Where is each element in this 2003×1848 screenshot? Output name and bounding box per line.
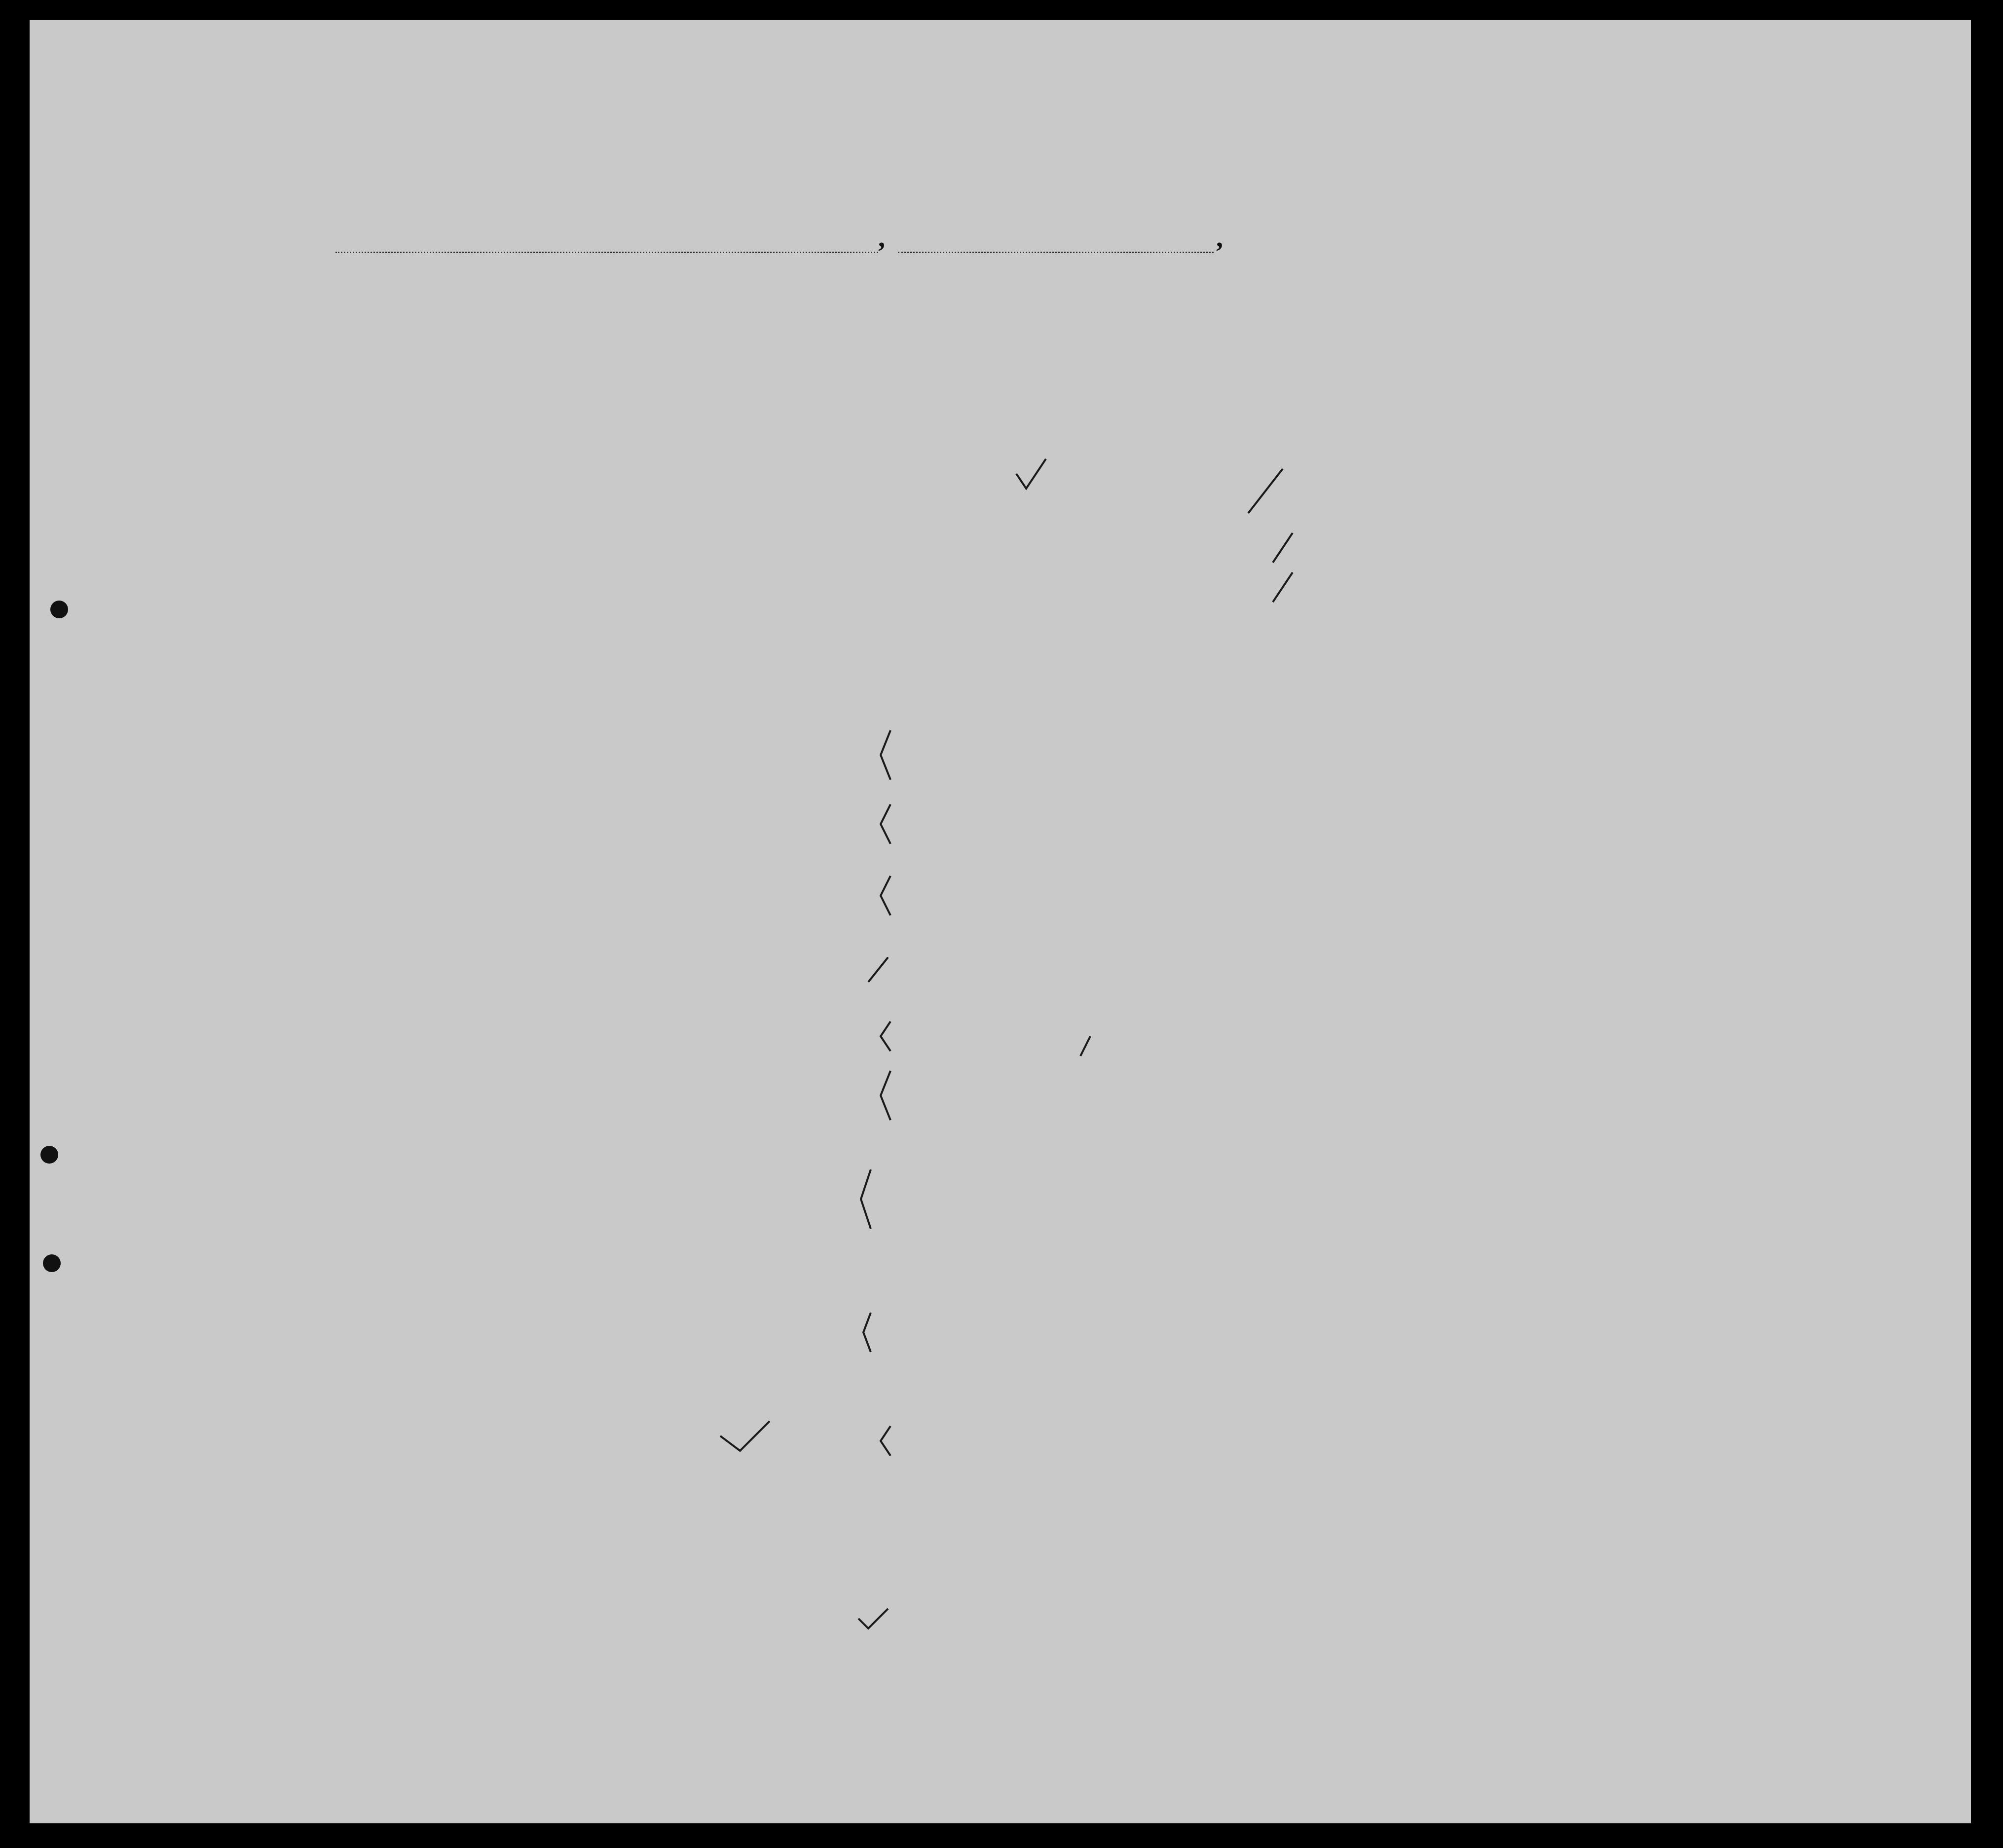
comma: , [878, 223, 885, 253]
manifest-sheet [30, 20, 1971, 1823]
comma: , [1216, 223, 1223, 253]
pen-marks [30, 20, 1971, 1823]
